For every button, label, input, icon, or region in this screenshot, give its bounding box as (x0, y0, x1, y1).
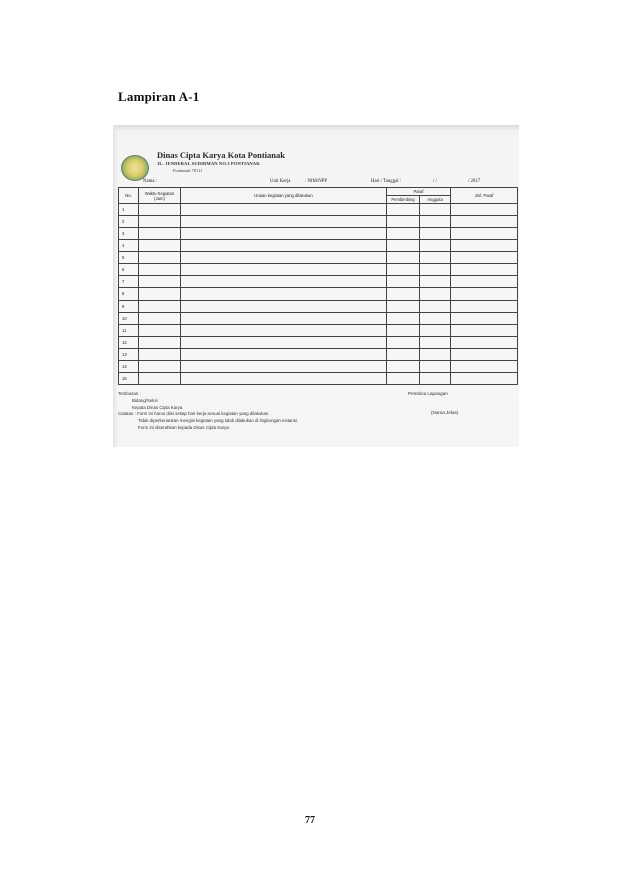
unit-field-label: Unit Kerja (270, 179, 291, 184)
table-cell (181, 288, 387, 300)
table-cell (181, 324, 387, 336)
organization-name: Dinas Cipta Karya Kota Pontianak (157, 150, 285, 160)
organization-address: JL. JENDERAL SUDIRMAN NO.3 PONTIANAK (157, 161, 260, 166)
table-cell (451, 336, 518, 348)
table-cell (420, 300, 451, 312)
table-row (119, 240, 518, 252)
table-cell (139, 336, 181, 348)
row-number: 7 (119, 276, 139, 288)
table-cell (420, 372, 451, 384)
table-cell (420, 252, 451, 264)
table-cell (451, 240, 518, 252)
table-cell (387, 240, 420, 252)
table-cell (451, 360, 518, 372)
table-row (119, 324, 518, 336)
table-cell (139, 204, 181, 216)
table-cell (387, 348, 420, 360)
activity-log-table (118, 187, 518, 385)
tembusan-line-2: Kepala Dinas Cipta Karya (132, 404, 183, 410)
table-cell (387, 312, 420, 324)
table-cell (387, 264, 420, 276)
scan-shadow-top (113, 125, 519, 131)
row-number: 10 (119, 312, 139, 324)
table-row (119, 348, 518, 360)
row-number: 4 (119, 240, 139, 252)
row-number: 1 (119, 204, 139, 216)
table-cell (451, 216, 518, 228)
table-cell (451, 204, 518, 216)
notes-block (118, 391, 298, 432)
table-cell (451, 312, 518, 324)
tembusan-label: Tembusan : (118, 391, 141, 396)
row-number: 14 (119, 360, 139, 372)
row-number: 8 (119, 288, 139, 300)
table-row (119, 216, 518, 228)
table-cell (387, 228, 420, 240)
table-cell (139, 360, 181, 372)
row-number: 12 (119, 336, 139, 348)
table-cell (420, 240, 451, 252)
table-cell (387, 276, 420, 288)
table-cell (387, 204, 420, 216)
table-cell (451, 300, 518, 312)
name-field-label: Nama : (143, 179, 157, 184)
row-number: 3 (119, 228, 139, 240)
agency-logo-icon (121, 155, 149, 181)
note-line-2: Tidak diperkenankan mengisi kegiatan yang tidak dilakukan di lingkungan instansi. (138, 418, 299, 424)
table-cell (139, 252, 181, 264)
table-cell (181, 252, 387, 264)
table-cell (420, 360, 451, 372)
table-cell (451, 264, 518, 276)
table-row (119, 336, 518, 348)
row-number: 2 (119, 216, 139, 228)
row-number: 15 (119, 372, 139, 384)
table-row (119, 252, 518, 264)
table-cell (420, 276, 451, 288)
header-supervisor: Pembimbing (387, 196, 420, 204)
table-cell (181, 240, 387, 252)
table-cell (139, 228, 181, 240)
table-cell (139, 264, 181, 276)
table-cell (420, 264, 451, 276)
table-row (119, 288, 518, 300)
organization-location: Pontianak 78111 (173, 168, 203, 173)
table-cell (181, 216, 387, 228)
table-cell (451, 276, 518, 288)
table-cell (451, 372, 518, 384)
table-cell (451, 228, 518, 240)
table-row (119, 228, 518, 240)
table-cell (181, 336, 387, 348)
table-cell (420, 348, 451, 360)
table-cell (420, 336, 451, 348)
table-cell (139, 312, 181, 324)
row-number: 5 (119, 252, 139, 264)
table-cell (139, 324, 181, 336)
table-cell (451, 252, 518, 264)
table-cell (387, 360, 420, 372)
year-field-value: / 2017 (468, 179, 481, 184)
note-line-3: Form ini diserahkan kepada Dinas Cipta Karya. (138, 424, 231, 430)
tembusan-line-1: Bidang/Seksi (132, 397, 158, 403)
table-row (119, 204, 518, 216)
header-time: Waktu Kegiatan (Jam) (139, 188, 181, 204)
row-number: 11 (119, 324, 139, 336)
table-row (119, 264, 518, 276)
table-cell (139, 276, 181, 288)
date-field-label: Hari / Tanggal : (371, 179, 402, 184)
table-cell (139, 240, 181, 252)
header-remarks: Jml. Paraf (451, 188, 518, 204)
table-cell (139, 348, 181, 360)
header-student: Anggota (420, 196, 451, 204)
page-number: 77 (305, 815, 315, 826)
row-number: 13 (119, 348, 139, 360)
table-row (119, 300, 518, 312)
table-cell (387, 300, 420, 312)
table-cell (420, 204, 451, 216)
table-cell (181, 276, 387, 288)
table-cell (181, 372, 387, 384)
page-heading: Lampiran A-1 (118, 89, 200, 104)
table-cell (387, 216, 420, 228)
table-cell (139, 216, 181, 228)
row-number: 6 (119, 264, 139, 276)
header-activity: Uraian kegiatan yang dilakukan (181, 188, 387, 204)
table-cell (181, 264, 387, 276)
table-cell (420, 216, 451, 228)
table-cell (451, 288, 518, 300)
table-row (119, 360, 518, 372)
date-field-value: / / (433, 179, 437, 184)
table-cell (181, 348, 387, 360)
table-cell (420, 228, 451, 240)
table-cell (420, 288, 451, 300)
signature-label: Pembina Lapangan (408, 391, 448, 396)
table-cell (420, 312, 451, 324)
table-row (119, 276, 518, 288)
nim-field-label: : NIM/NPP (305, 179, 327, 184)
table-cell (420, 324, 451, 336)
table-cell (387, 336, 420, 348)
table-cell (451, 348, 518, 360)
header-signature-group: Paraf (387, 188, 451, 196)
table-cell (181, 204, 387, 216)
table-cell (451, 324, 518, 336)
note-label: Catatan : (118, 411, 136, 417)
table-cell (387, 288, 420, 300)
signature-name: (Nama Jelas) (431, 410, 459, 415)
scanned-logbook-form (113, 125, 519, 447)
table-cell (181, 228, 387, 240)
table-cell (387, 372, 420, 384)
table-row (119, 372, 518, 384)
table-cell (139, 300, 181, 312)
table-cell (387, 324, 420, 336)
table-cell (181, 360, 387, 372)
table-cell (139, 288, 181, 300)
table-cell (181, 312, 387, 324)
note-line-1: Form ini harus diisi setiap hari kerja sesuai kegiatan yang dilakukan. (137, 411, 270, 417)
header-no: No. (119, 188, 139, 204)
table-cell (387, 252, 420, 264)
table-body (119, 204, 518, 385)
table-cell (139, 372, 181, 384)
table-row (119, 312, 518, 324)
row-number: 9 (119, 300, 139, 312)
table-cell (181, 300, 387, 312)
